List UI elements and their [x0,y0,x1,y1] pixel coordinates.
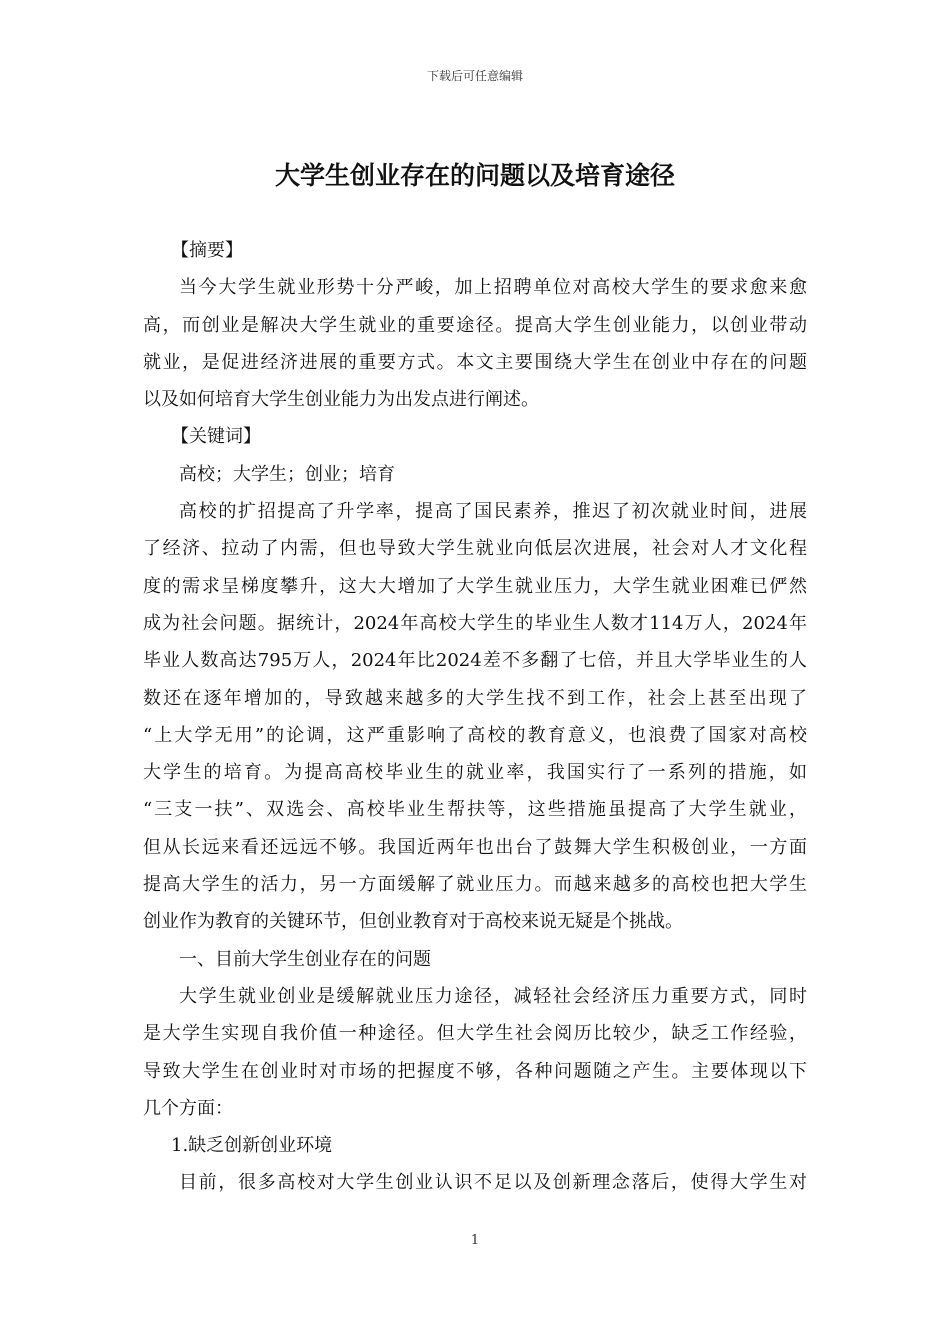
text-line: 大学生就业创业是缓解就业压力途径，减轻社会经济压力重要方式，同时 [179,985,807,1007]
text-line: 【关键词】 [171,426,261,448]
text-line: 就业，是促进经济进展的重要方式。本文主要围绕大学生在创业中存在的问题 [143,351,807,373]
text-line: 几个方面： [143,1097,233,1119]
text-line: 大学生的培育。为提高高校毕业生的就业率，我国实行了一系列的措施，如 [143,762,807,784]
text-line: 度的需求呈梯度攀升，这大大增加了大学生就业压力，大学生就业困难已俨然 [143,575,807,597]
text-line: 但从长远来看还远远不够。我国近两年也出台了鼓舞大学生积极创业，一方面 [143,836,807,858]
text-line: 高校的扩招提高了升学率，提高了国民素养，推迟了初次就业时间，进展 [179,501,807,523]
text-line: 导致大学生在创业时对市场的把握度不够，各种问题随之产生。主要体现以下 [143,1060,807,1082]
text-line: 一、目前大学生创业存在的问题 [179,948,431,970]
text-line: “上大学无用”的论调，这严重影响了高校的教育意义，也浪费了国家对高校 [143,724,807,746]
text-line: 提高大学生的活力，另一方面缓解了就业压力。而越来越多的高校也把大学生 [143,874,807,896]
text-line: 目前，很多高校对大学生创业认识不足以及创新理念落后，使得大学生对 [179,1172,807,1194]
page-header: 下载后可任意编辑 [426,69,523,83]
text-line: 【摘要】 [171,240,243,261]
text-line: 毕业人数高达795万人，2024年比2024差不多翻了七倍，并且大学毕业生的人 [143,650,807,672]
text-line: 了经济、拉动了内需，但也导致大学生就业向低层次进展，社会对人才文化程 [143,538,807,560]
text-line: 高校；大学生；创业；培育 [179,463,395,485]
document-body [143,232,807,1202]
text-line: 高，而创业是解决大学生就业的重要途径。提高大学生创业能力，以创业带动 [143,314,807,336]
text-line: 创业作为教育的关键环节，但创业教育对于高校来说无疑是个挑战。 [143,911,683,933]
text-line: 1.缺乏创新创业环境 [171,1135,333,1157]
text-line: 数还在逐年增加的，导致越来越多的大学生找不到工作，社会上甚至出现了 [143,687,807,709]
text-line: 当今大学生就业形势十分严峻，加上招聘单位对高校大学生的要求愈来愈 [179,277,807,299]
text-line: 以及如何培育大学生创业能力为出发点进行阐述。 [143,389,539,411]
text-line: 成为社会问题。据统计，2024年高校大学生的毕业生人数才114万人，2024年 [143,612,807,634]
document-title: 大学生创业存在的问题以及培育途径 [274,161,675,190]
text-line: 是大学生实现自我价值一种途径。但大学生社会阅历比较少，缺乏工作经验， [143,1023,807,1045]
page-number: 1 [470,1233,480,1248]
text-line: “三支一扶”、双选会、高校毕业生帮扶等，这些措施虽提高了大学生就业， [143,799,807,821]
